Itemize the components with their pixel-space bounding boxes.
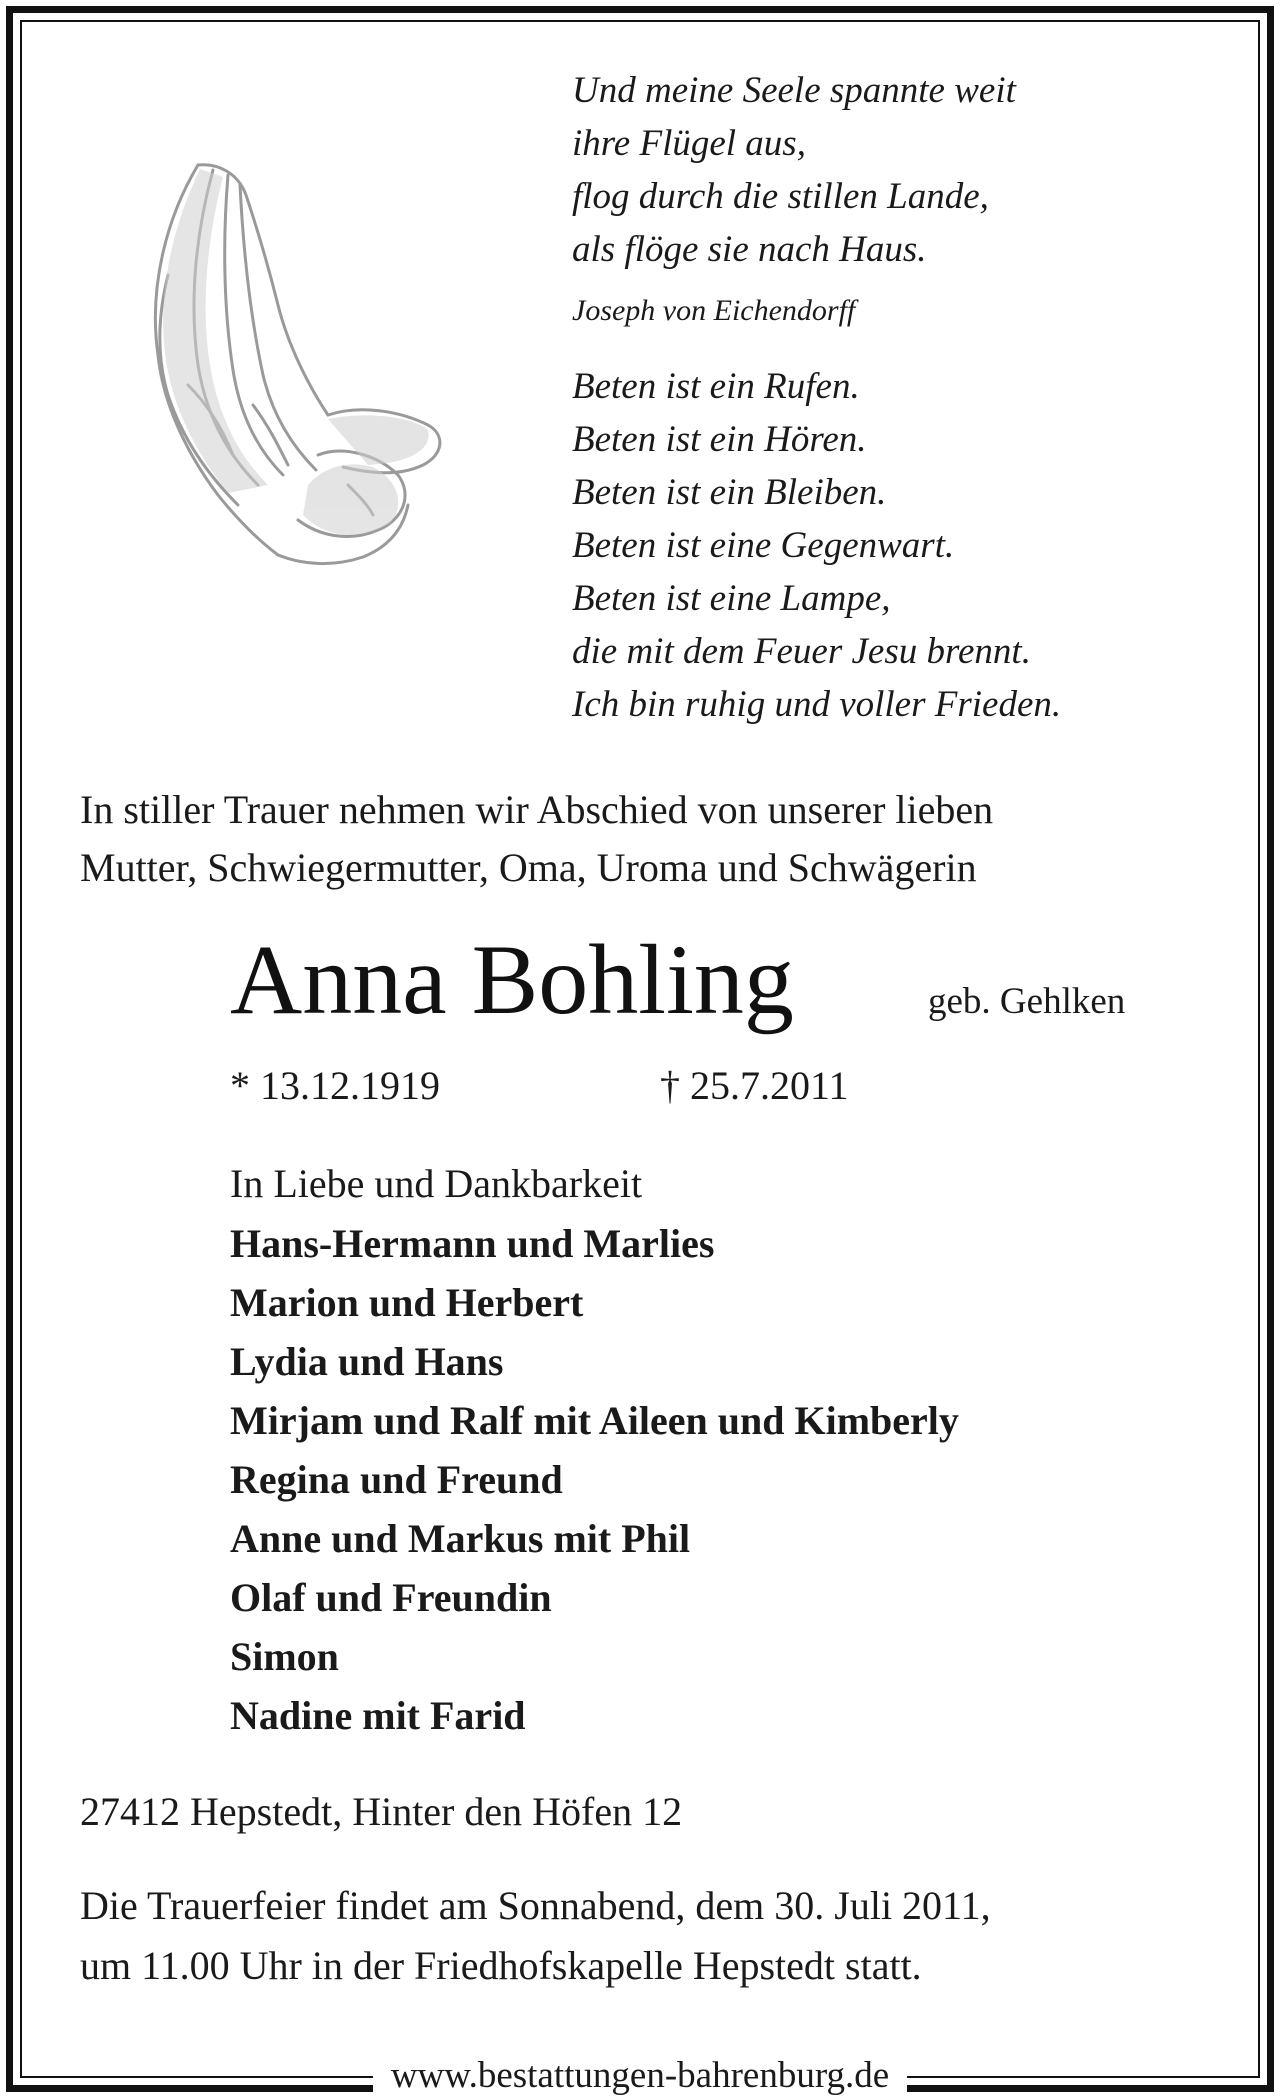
poem-line: flog durch die stillen Lande, <box>572 176 989 217</box>
prayer-line: die mit dem Feuer Jesu brennt. <box>572 631 1031 672</box>
prayer-verse <box>572 360 1061 731</box>
mourner-name: Olaf und Freundin <box>230 1575 552 1620</box>
prayer-line: Beten ist ein Bleiben. <box>572 472 887 513</box>
intro-line: Mutter, Schwiegermutter, Oma, Uroma und Schwägerin <box>80 845 977 890</box>
undertaker-website <box>0 2056 1280 2096</box>
mourner-name: Marion und Herbert <box>230 1280 584 1325</box>
prayer-line: Beten ist eine Gegenwart. <box>572 525 955 566</box>
mourner-name: Mirjam und Ralf mit Aileen und Kimberly <box>230 1398 959 1443</box>
poem-verse <box>572 64 1016 276</box>
poem-author: Joseph von Eichendorff <box>572 294 856 327</box>
mourner-name: Hans-Hermann und Marlies <box>230 1221 715 1266</box>
mourner-name: Nadine mit Farid <box>230 1693 526 1738</box>
prayer-line: Beten ist ein Hören. <box>572 419 867 460</box>
birth-date: * 13.12.1919 <box>230 1063 440 1108</box>
death-date: † 25.7.2011 <box>660 1063 849 1108</box>
mourner-name: Simon <box>230 1634 339 1679</box>
family-address: 27412 Hepstedt, Hinter den Höfen 12 <box>80 1789 683 1834</box>
mourner-name: Anne und Markus mit Phil <box>230 1516 691 1561</box>
mourning-intro <box>80 781 993 897</box>
website-link[interactable]: www.bestattungen-bahrenburg.de <box>373 2055 907 2096</box>
maiden-name: geb. Gehlken <box>928 981 1126 1022</box>
mourner-name: Regina und Freund <box>230 1457 563 1502</box>
prayer-line: Beten ist eine Lampe, <box>572 578 891 619</box>
service-line: um 11.00 Uhr in der Friedhofskapelle Hepstedt statt. <box>80 1943 922 1988</box>
funeral-service-info <box>80 1876 991 1996</box>
mourners-list <box>230 1214 959 1745</box>
service-line: Die Trauerfeier findet am Sonnabend, dem 30. Juli 2011, <box>80 1883 991 1928</box>
mourner-name: Lydia und Hans <box>230 1339 504 1384</box>
intro-line: In stiller Trauer nehmen wir Abschied von unserer lieben <box>80 787 994 832</box>
deceased-name: Anna Bohling <box>230 924 794 1035</box>
prayer-line: Beten ist ein Rufen. <box>572 366 860 407</box>
mourners-intro: In Liebe und Dankbarkeit <box>230 1161 643 1206</box>
poem-line: als flöge sie nach Haus. <box>572 229 927 270</box>
poem-line: Und meine Seele spannte weit <box>572 70 1016 111</box>
poem-line: ihre Flügel aus, <box>572 123 806 164</box>
praying-hands-icon <box>128 155 448 575</box>
prayer-line: Ich bin ruhig und voller Frieden. <box>572 684 1062 725</box>
